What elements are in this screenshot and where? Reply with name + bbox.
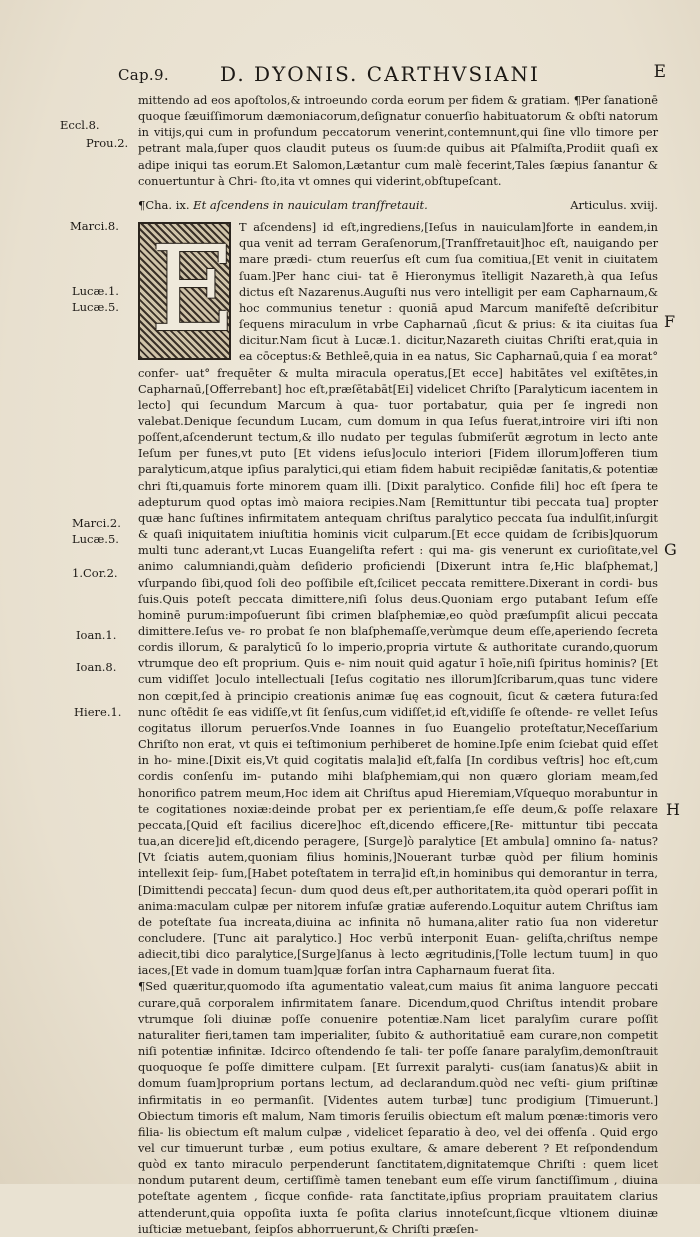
initial-letter: E xyxy=(150,220,237,359)
side-note: Hiere.1. xyxy=(74,705,122,719)
side-note: Ioan.1. xyxy=(76,628,117,642)
article-label: Articulus. xviij. xyxy=(570,197,658,212)
chapter-heading xyxy=(138,197,658,213)
chapter-number: Cap.9. xyxy=(118,66,169,84)
section-letter-e: E xyxy=(653,62,666,82)
side-note: Lucæ.5. xyxy=(72,300,119,314)
main-text xyxy=(138,92,658,1237)
chapter-label: ¶Cha. ix. xyxy=(138,197,190,212)
section-letter-f: F xyxy=(664,312,676,331)
side-note: Marci.8. xyxy=(70,219,119,233)
side-note: 1.Cor.2. xyxy=(72,566,118,580)
page-title: D. DYONIS. CARTHVSIANI xyxy=(220,62,540,86)
side-note: Ioan.8. xyxy=(76,660,117,674)
decorated-initial xyxy=(138,220,237,360)
side-note: Lucæ.5. xyxy=(72,532,119,546)
chapter-verse: Et aſcendens in nauiculam tranſfretauit. xyxy=(193,197,428,212)
side-note: Eccl.8. xyxy=(60,118,100,132)
body-paragraph: T aſcendens] id eſt,ingrediens,[Ieſus in nauiculam]forte in eandem,in qua venit ad terram Geraſenorum,[Tranſfretauit]hoc eſt, nauigando per mare prædi- ctum reuerſus eſt cum ſua comitiua,[Et venit in ciuitatem ſuam.]Per hanc ciui- tat ē Hieronymus ītelligit Nazareth,à qua Ieſus dictus eſt Nazarenus.Auguſti nus vero intelligit per eam Capharnaum,& hoc communius tenetur : quoniā apud Marcum manifeſtē deſcribitur ſequens miraculum in vrbe Capharnaū ,ſicut & prius: & ita ciuitas ſua dicitur.Nam ſicut à Lucæ.1. dicitur,Nazareth ciuitas Chriſti erat,quia in ea cōceptus:& Bethleē,quia in ea natus, Sic Capharnaū,quia ſ ea morat° confer- uat° frequēter & multa miracula operatus,[Et ecce] habitātes vel exiſtētes,in Capharnaū,[Offerrebant] hoc eſt,præſētabāt[Ei] videlicet Chriſto [Paralyticum iacentem in lecto] qui ſecundum Marcum à qua- tuor portabatur, quia per ſe ingredi non valebat.Denique ſecundum Lucam, cum domum in qua Ieſus fuerat,introire viri iſti non poſſent,aſcenderunt tectum,& illo nudato per tegulas ſubmiſerūt ægrotum in lecto ante Ieſum per funes,vt puto [Et videns ieſus]oculo interiori [Fidem illorum]offeren tium paralyticum,atque ipſius paralytici,qui etiam fidem habuit recipiēdæ ſanitatis,& potentiæ chri ſti,quamuis forte minorem quam illi. [Dixit paralytico. Confide fili] hoc eſt ſpera te adepturum quod optas imò maiora recipies.Nam [Remittuntur tibi peccata tua] propter quæ hanc ſuſtines infirmitatem antequam chriſtus paralytico peccata ſua indulſit,inſurgit & quaſi iniquitatem iniuſtitia hominis vicit culparum.[Et ecce quidam de ſcribis]quorum multi tunc aderant,vt Lucas Euangeliſta refert : qui ma- gis venerunt ex curioſitate,vel animo calumniandi,quàm deſiderio proficiendi [Dixerunt intra ſe,Hic blaſphemat,] vſurpando ſibi,quod ſoli deo poſſibile eſt,ſcilicet peccata remittere.Dixerant in cordi- bus ſuis.Quis poteſt peccata dimittere,niſi ſolus deus.Quoniam ergo putabant Ieſum eſſe hominē purum:impoſuerunt ſibi crimen blaſphemiæ,eo quòd præſumpſit alicui peccata dimittere.Ieſus ve- ro probat ſe non blaſphemaſſe,verùmque deum eſſe,aperiendo ſecreta cordis illorum, & paralyticū ſo lo imperio,propria virtute & authoritate curando,quorum vtrumque deo eſt proprium. Quis e- nim nouit quid agatur ī hoīe,niſi ſpiritus hominis? [Et cum vidiſſet ]oculo intellectuali [Ieſus cogitatio nes illorum]ſcribarum,quas tunc videre non cœpit,ſed à principio creationis animæ ſuę eas cognouit, ſicut & cætera futura:ſed nunc oſtēdit ſe eas vidiſſe,vt ſit ſenſus,cum vidiſſet,id eſt,vidiſſe ſe oſtende- re vellet Ieſus cogitatus illorum peruerſos.Vnde Ioannes in ſuo Euangelio proteſtatur,Neceſſarium Chriſto non erat, vt quis ei teſtimonium perhiberet de homine.Ipſe enim ſciebat quid eſſet in ho- mine.[Dixit eis,Vt quid cogitatis mala]id eſt,falſa [In cordibus veſtris] hoc eſt,cum cordis conſenſu im- putando mihi blaſphemiam,qui non quæro gloriam meam,ſed honorifico patrem meum,Hoc idem ait Chriſtus apud Hieremiam,Vſquequo morabuntur in te cogitationes noxiæ:deinde probat per ex perientiam,ſe eſſe deum,& poſſe relaxare peccata,[Quid eſt facilius dicere]hoc eſt,dicendo efficere,[Re- mittuntur tibi peccata tua,an dicere]id eſt,dicendo peragere, [Surge]ò paralytice [Et ambula] omnino ſa- natus?[Vt ſciatis autem,quoniam filius hominis,]Nouerant turbæ quòd per filium hominis intellexit ſeip- ſum,[Habet poteſtatem in terra]id eſt,in hominibus qui demorantur in terra,[Dimittendi peccata] ſecun- dum quod deus eſt,per authoritatem,ita quòd operari poſſit in anima:maculam culpæ per nitorem infuſæ gratiæ auferendo.Loquitur autem Chriſtus iam de poteſtate ſua increata,diuina ac infinita nō humana,aliter ratio ſua non videretur concludere. [Tunc ait paralytico.] Hoc verbū interponit Euan- geliſta,chriſtus nempe adiecit,tibi dico paralytice,[Surge]ſanus à lecto ægritudinis,[Tolle lectum tuum] in quo iaces,[Et vade in domum tuam]quæ forſan intra Capharnaum fuerat ſita. xyxy=(138,220,658,978)
intro-paragraph: mittendo ad eos apoſtolos,& introeundo corda eorum per fidem & gratiam. ¶Per ſanationē quoque ſæuiſſimorum dæmoniacorum,deſignatur conuerſio habituatorum & obſti natorum in vitijs,qui cum in profundum peccatorum venerint,contemnunt,qui ſine vllo timore per petrant mala,ſuper quos claudit puteus os ſuum:de quibus ait Pſalmiſta,Prodiit quaſi ex adipe iniqui tas eorum.Et Salomon,Lætantur cum malè fecerint,Tales ſæpius ſanantur & conuertuntur à Chri- ſto,ita vt omnes qui viderint,obſtupeſcant. xyxy=(138,93,658,188)
body-paragraph: ¶Sed quæritur,quomodo iſta agumentatio valeat,cum maius ſit anima languore peccati curare,quā corporalem infirmitatem ſanare. Dicendum,quod Chriſtus intendit probare vtrumque ſoli diuinæ poſſe conuenire potentiæ.Nam licet paralyſim curare poſſit naturaliter fieri,tamen tam imperialiter, ſubito & authoritatiuē eam curare,non competit niſi potentiæ infinitæ. Idcirco oſtendendo ſe tali- ter poſſe ſanare paralyſim,demonſtrauit quoquoque ſe poſſe dimittere culpam. [Et ſurrexit paralyti- cus(iam ſanatus)& abiit in domum ſuam]proprium portans lectum, ad declarandum.quòd nec veſti- gium priſtinæ infirmitatis in eo permanſit. [Videntes autem turbæ] tunc prodigium [Timuerunt.] Obiectum timoris eſt malum, Nam timoris ſeruilis obiectum eſt malum pœnæ:timoris vero filia- lis obiectum eſt malum culpæ , videlicet ſeparatio à deo, vel dei offenſa . Quid ergo vel cur timuerunt turbæ , eum potius exultare, & amare deberent ? Et reſpondendum quòd ex tanto miraculo perpenderunt ſanctitatem,dignitatemque Chriſti : quem licet nondum putarent deum, certiſſimè tamen tenebant eum eſſe virum ſanctiſſimum , diuina poteſtate agentem , ſicque confide- rata ſanctitate,ipſius propriam prauitatem clarius attenderunt,quia oppoſita iuxta ſe poſita clarius innoteſcunt,ſicque vltionem diuinæ iuſticiæ metuebant, ſeipſos abhorruerunt,& Chriſti præſen- xyxy=(138,979,658,1236)
side-note: Lucæ.1. xyxy=(72,284,119,298)
side-note: Marci.2. xyxy=(72,516,121,530)
side-note: Prou.2. xyxy=(86,136,129,150)
running-header xyxy=(118,62,666,88)
section-letter-g: G xyxy=(664,540,677,559)
section-letter-h: H xyxy=(666,800,680,819)
